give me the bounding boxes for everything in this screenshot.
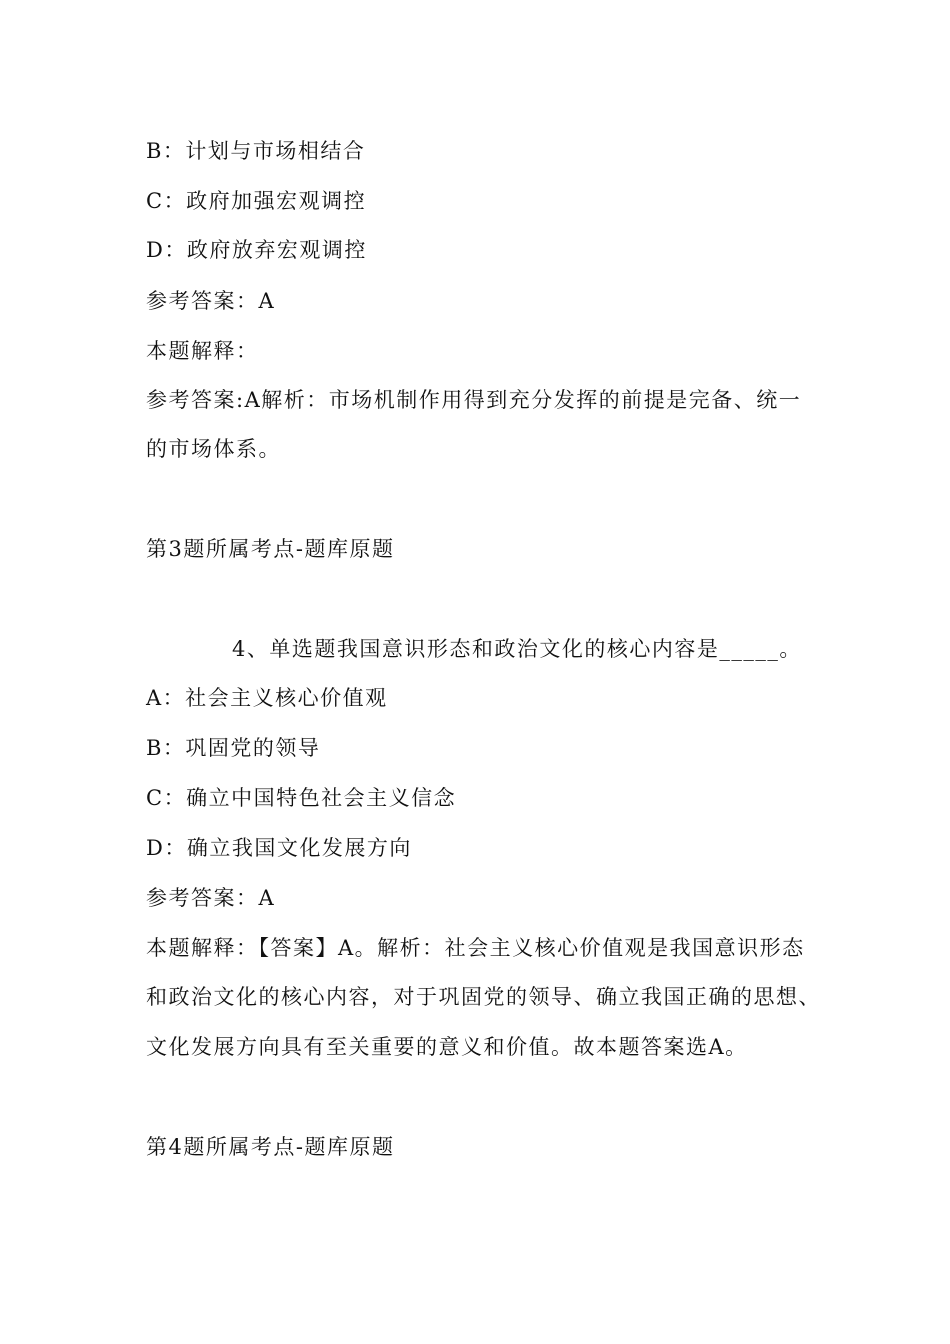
q3-option-d: D：政府放弃宏观调控: [146, 238, 367, 262]
q3-explanation-line-1: 参考答案:A解析：市场机制作用得到充分发挥的前提是完备、统一: [146, 388, 802, 412]
q3-explanation-line-2: 的市场体系。: [146, 437, 281, 461]
q3-answer: 参考答案：A: [146, 289, 276, 313]
q4-explanation-line-2: 和政治文化的核心内容，对于巩固党的领导、确立我国正确的思想、: [146, 985, 821, 1009]
q3-option-c: C：政府加强宏观调控: [146, 189, 367, 213]
q4-option-d: D：确立我国文化发展方向: [146, 836, 412, 860]
q4-option-c: C：确立中国特色社会主义信念: [146, 786, 457, 810]
q4-explanation-line-1: 本题解释：【答案】A。解析：社会主义核心价值观是我国意识形态: [146, 936, 805, 960]
q3-topic: 第3题所属考点-题库原题: [146, 537, 395, 561]
q3-option-b: B：计划与市场相结合: [146, 139, 366, 163]
q4-topic: 第4题所属考点-题库原题: [146, 1135, 395, 1159]
q4-option-b: B：巩固党的领导: [146, 736, 321, 760]
q4-explanation-line-3: 文化发展方向具有至关重要的意义和价值。故本题答案选A。: [146, 1035, 748, 1059]
q4-answer: 参考答案：A: [146, 886, 276, 910]
q3-explanation-heading: 本题解释：: [146, 339, 259, 363]
q4-question: 4、单选题我国意识形态和政治文化的核心内容是_____。: [232, 637, 802, 661]
q4-option-a: A：社会主义核心价值观: [146, 686, 388, 710]
